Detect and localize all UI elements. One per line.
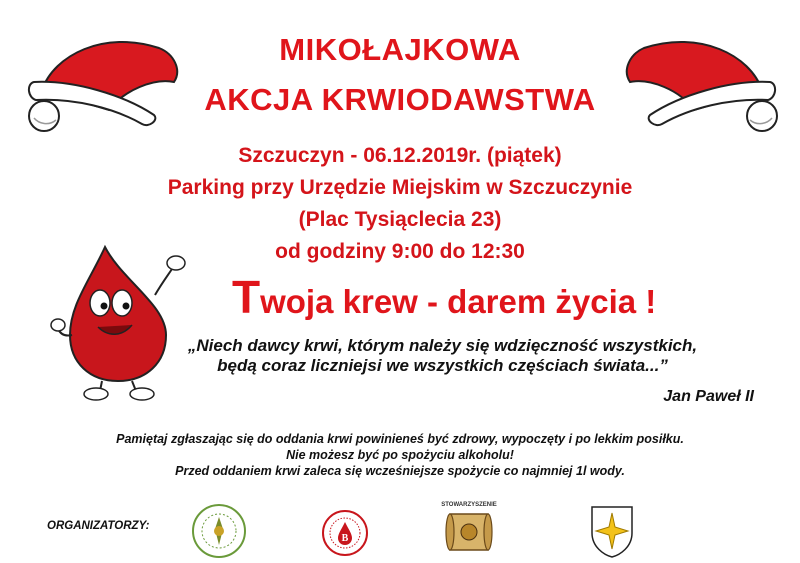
title-line-1: MIKOŁAJKOWA	[279, 32, 521, 67]
note-line-3: Przed oddaniem krwi zaleca się wcześniejsze spożycie co najmniej 1l wody.	[175, 464, 625, 478]
note-line-1: Pamiętaj zgłaszając się do oddania krwi powinieneś być zdrowy, wypoczęty i po lekkim posiłku.	[116, 432, 684, 446]
scroll-logo-icon	[440, 508, 498, 558]
organizers-label: ORGANIZATORZY:	[47, 520, 150, 532]
organizer-logo-1-icon	[190, 502, 248, 560]
event-hours: od godziny 9:00 do 12:30	[275, 240, 525, 263]
event-date: Szczuczyn - 06.12.2019r. (piątek)	[238, 144, 562, 167]
organizer-logo-3	[440, 502, 498, 560]
quote-line-1: „Niech dawcy krwi, którym należy się wdzięczność wszystkich,	[187, 336, 698, 355]
slogan	[232, 270, 656, 324]
slogan-rest: woja krew - darem życia !	[260, 283, 657, 320]
quote-line-2: będą coraz liczniejsi we wszystkich częściach świata...”	[217, 356, 668, 375]
coat-of-arms-icon	[588, 503, 636, 559]
event-place: Parking przy Urzędzie Miejskim w Szczuczynie	[167, 176, 633, 199]
quote-author: Jan Paweł II	[663, 388, 754, 405]
event-address: (Plac Tysiąclecia 23)	[298, 208, 502, 231]
slogan-first-letter: T	[232, 271, 261, 323]
svg-text:B: B	[341, 533, 349, 544]
title-line-2: AKCJA KRWIODAWSTWA	[204, 82, 596, 117]
organizer-logo-3-text: STOWARZYSZENIE	[441, 502, 497, 508]
organizer-logo-2-icon	[320, 508, 370, 558]
blood-drop-mascot-icon	[50, 235, 200, 405]
note-line-2: Nie możesz być po spożyciu alkoholu!	[286, 448, 514, 462]
